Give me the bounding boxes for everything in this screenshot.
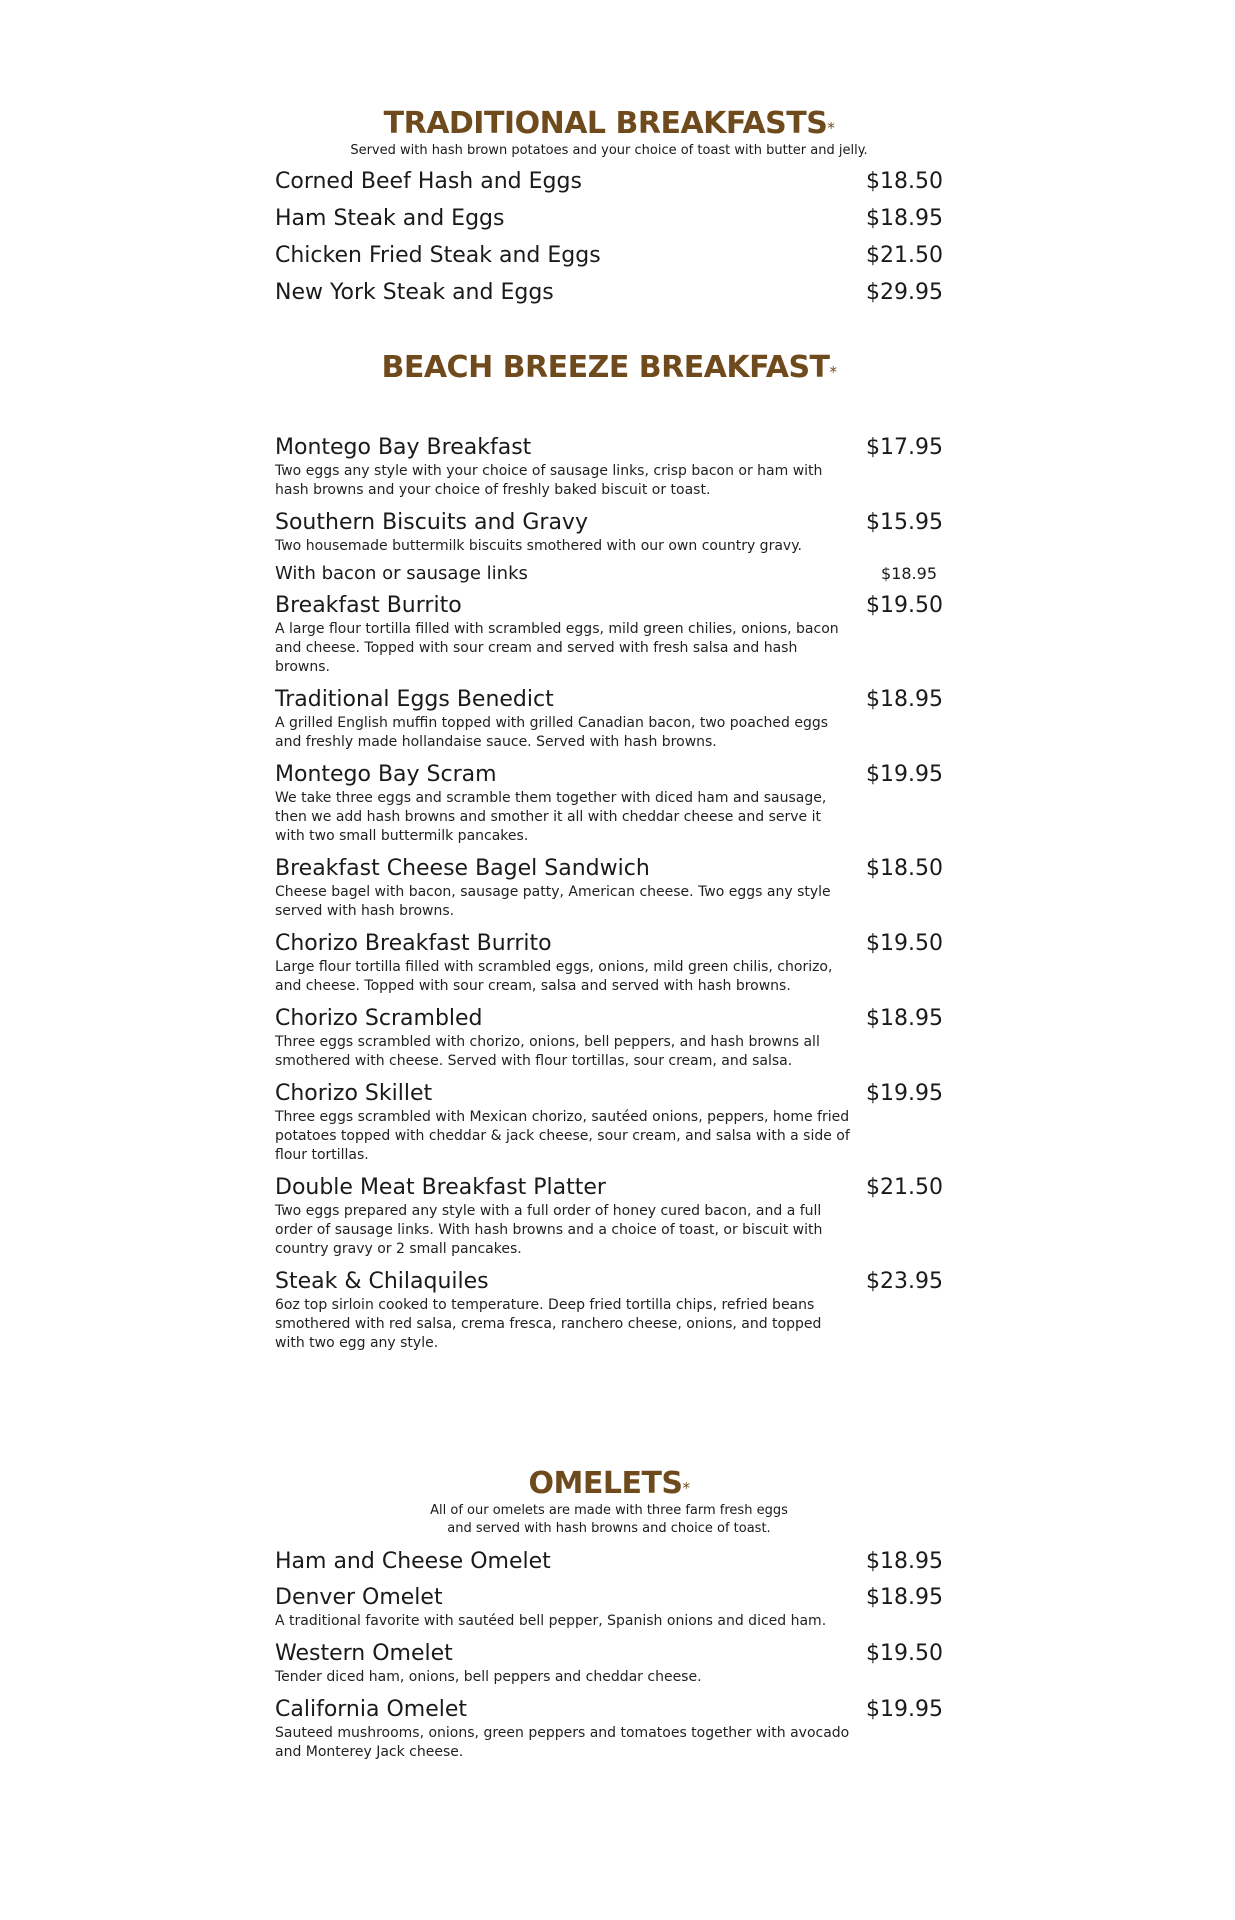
section-subtitle-line1: All of our omelets are made with three farm fresh eggs	[430, 1503, 788, 1518]
item-name: Chorizo Skillet	[275, 1081, 433, 1106]
menu-item	[275, 242, 943, 270]
item-price: $18.95	[866, 1006, 943, 1031]
item-name: Double Meat Breakfast Platter	[275, 1175, 606, 1200]
item-description: Tender diced ham, onions, bell peppers and cheddar cheese.	[275, 1669, 702, 1685]
item-price: $23.95	[866, 1269, 943, 1294]
item-price: $21.50	[866, 243, 943, 268]
menu-item	[275, 168, 943, 196]
menu-item	[275, 509, 943, 556]
item-name: Ham and Cheese Omelet	[275, 1549, 551, 1574]
section-title	[275, 350, 943, 386]
item-price: $17.95	[866, 435, 943, 460]
item-name: Breakfast Burrito	[275, 593, 462, 618]
menu-item	[275, 1584, 943, 1631]
item-price: $19.95	[866, 762, 943, 787]
item-name: Montego Bay Scram	[275, 762, 497, 787]
item-price: $18.95	[866, 206, 943, 231]
menu-item	[275, 592, 943, 677]
item-name: Chorizo Breakfast Burrito	[275, 931, 552, 956]
item-description: A large flour tortilla filled with scrambled eggs, mild green chilies, onions, bacon and cheese. Topped with sour cream and served with fresh salsa and hash browns.	[275, 621, 839, 675]
menu-item	[275, 205, 943, 233]
item-description: Large flour tortilla filled with scrambled eggs, onions, mild green chilis, chorizo, and cheese. Topped with sour cream, salsa and served with hash browns.	[275, 959, 833, 994]
item-name: Chicken Fried Steak and Eggs	[275, 243, 601, 268]
item-price: $18.95	[866, 1549, 943, 1574]
item-price: $18.95	[881, 564, 937, 583]
menu-item	[275, 1548, 943, 1576]
item-price: $21.50	[866, 1175, 943, 1200]
asterisk: *	[682, 1479, 690, 1497]
section-title	[275, 106, 943, 142]
item-description: Sauteed mushrooms, onions, green peppers and tomatoes together with avocado and Monterey Jack cheese.	[275, 1725, 850, 1760]
section-title	[275, 1466, 943, 1502]
item-price: $19.95	[866, 1081, 943, 1106]
menu-item	[275, 1640, 943, 1687]
omelets-section	[275, 1466, 943, 1771]
item-price: $18.50	[866, 169, 943, 194]
menu-item-addon	[275, 560, 943, 588]
item-description: We take three eggs and scramble them together with diced ham and sausage, then we add hash browns and smother it all with cheddar cheese and serve it with two small buttermilk pancakes.	[275, 790, 827, 844]
item-name: Ham Steak and Eggs	[275, 206, 505, 231]
item-description: A traditional favorite with sautéed bell pepper, Spanish onions and diced ham.	[275, 1613, 827, 1629]
item-description: Three eggs scrambled with chorizo, onions, bell peppers, and hash browns all smothered with cheese. Served with flour tortillas, sour cream, and salsa.	[275, 1034, 820, 1069]
item-description: 6oz top sirloin cooked to temperature. Deep fried tortilla chips, refried beans smothered with red salsa, crema fresca, ranchero cheese, onions, and topped with two egg any style.	[275, 1297, 822, 1351]
menu-item	[275, 1174, 943, 1259]
menu-item	[275, 930, 943, 996]
item-name: Steak & Chilaquiles	[275, 1269, 489, 1294]
menu-item	[275, 1268, 943, 1353]
menu-item	[275, 761, 943, 846]
item-price: $19.50	[866, 1641, 943, 1666]
menu-item	[275, 1080, 943, 1165]
menu-item	[275, 434, 943, 500]
section-subtitle-line2: and served with hash browns and choice of toast.	[447, 1521, 771, 1536]
item-price: $19.95	[866, 1697, 943, 1722]
item-price: $15.95	[866, 510, 943, 535]
item-price: $19.50	[866, 593, 943, 618]
item-name: Traditional Eggs Benedict	[275, 687, 554, 712]
item-name: Montego Bay Breakfast	[275, 435, 532, 460]
item-name: California Omelet	[275, 1697, 468, 1722]
item-name: Southern Biscuits and Gravy	[275, 510, 588, 535]
item-price: $19.50	[866, 931, 943, 956]
menu-item	[275, 686, 943, 752]
item-name: Breakfast Cheese Bagel Sandwich	[275, 856, 650, 881]
item-description: A grilled English muffin topped with grilled Canadian bacon, two poached eggs and freshly made hollandaise sauce. Served with hash browns.	[275, 715, 829, 750]
item-name: With bacon or sausage links	[275, 563, 528, 584]
asterisk: *	[827, 119, 835, 137]
traditional-section	[275, 106, 943, 316]
item-name: Corned Beef Hash and Eggs	[275, 169, 582, 194]
item-name: New York Steak and Eggs	[275, 280, 554, 305]
section-title-text: TRADITIONAL BREAKFASTS	[383, 106, 828, 141]
item-description: Two eggs prepared any style with a full order of honey cured bacon, and a full order of sausage links. With hash browns and a choice of toast, or biscuit with country gravy or 2 small pancakes.	[275, 1203, 823, 1257]
item-description: Two eggs any style with your choice of sausage links, crisp bacon or ham with hash browns and your choice of freshly baked biscuit or toast.	[275, 463, 823, 498]
item-price: $18.95	[866, 1585, 943, 1610]
menu-item	[275, 855, 943, 921]
item-name: Chorizo Scrambled	[275, 1006, 483, 1031]
item-price: $29.95	[866, 280, 943, 305]
menu-item	[275, 279, 943, 307]
beach-breeze-section	[275, 350, 943, 386]
item-name: Denver Omelet	[275, 1585, 443, 1610]
menu-item	[275, 1005, 943, 1071]
item-name: Western Omelet	[275, 1641, 453, 1666]
section-subtitle: Served with hash brown potatoes and your choice of toast with butter and jelly.	[350, 143, 868, 158]
beach-breeze-items	[275, 434, 943, 1362]
item-description: Two housemade buttermilk biscuits smothered with our own country gravy.	[275, 538, 802, 554]
section-title-text: BEACH BREEZE BREAKFAST	[381, 350, 830, 385]
item-description: Cheese bagel with bacon, sausage patty, American cheese. Two eggs any style served with hash browns.	[275, 884, 831, 919]
section-title-text: OMELETS	[528, 1466, 683, 1501]
asterisk: *	[829, 363, 837, 381]
item-price: $18.50	[866, 856, 943, 881]
item-description: Three eggs scrambled with Mexican chorizo, sautéed onions, peppers, home fried potatoes topped with cheddar & jack cheese, sour cream, and salsa with a side of flour tortillas.	[275, 1109, 850, 1163]
menu-item	[275, 1696, 943, 1762]
item-price: $18.95	[866, 687, 943, 712]
